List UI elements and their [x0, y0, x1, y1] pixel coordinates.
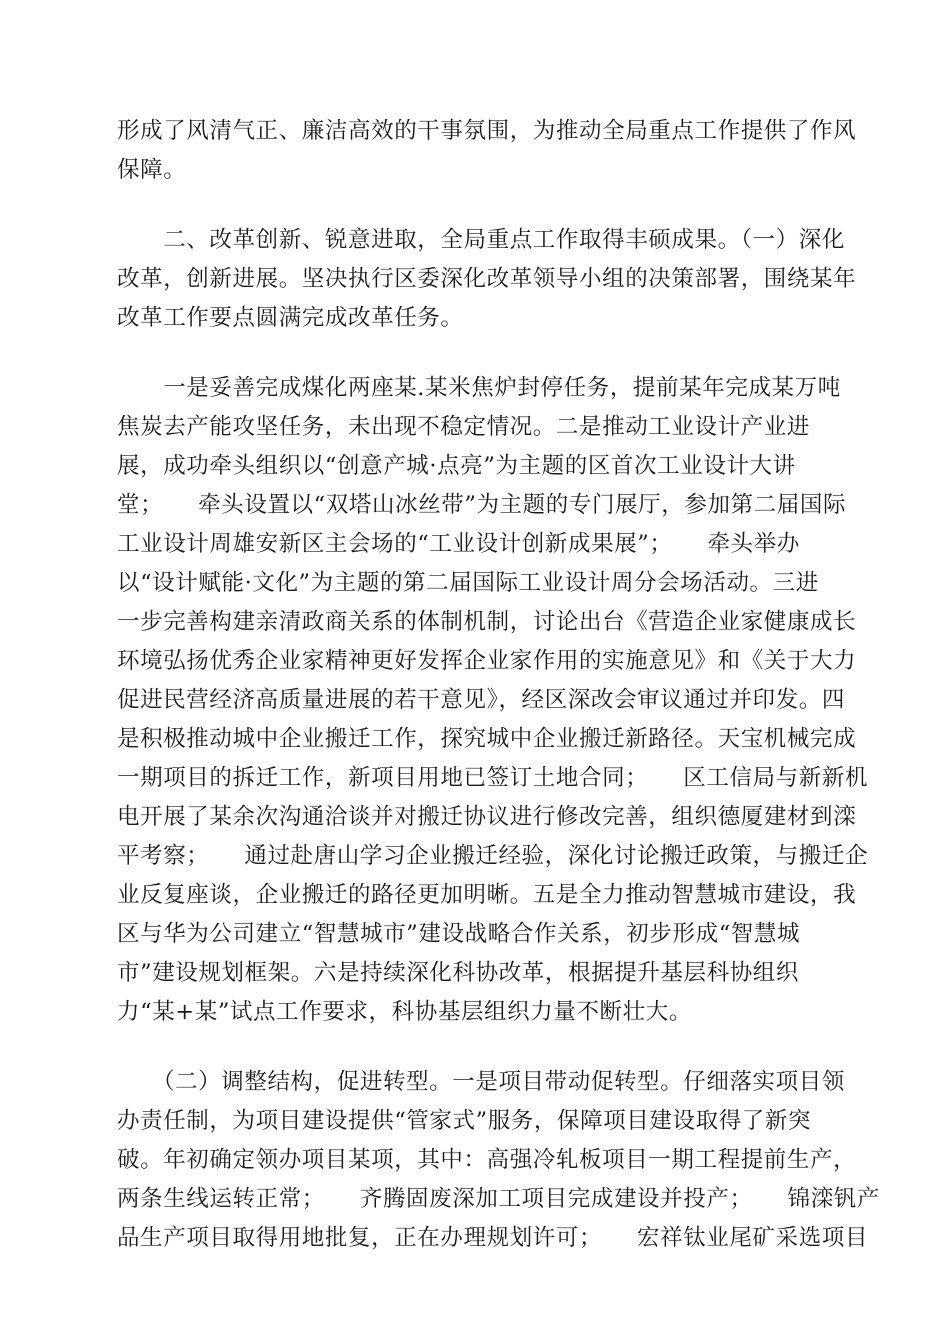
text-line: 是积极推动城中企业搬迁工作，探究城中企业搬迁新路径。天宝机械完成	[117, 726, 857, 752]
text-line: 办责任制，为项目建设提供“管家式”服务，保障项目建设取得了新突	[117, 1108, 812, 1134]
text-line: 品生产项目取得用地批复，正在办理规划许可； 宏祥钛业尾矿采选项目	[117, 1225, 869, 1251]
text-line: 焦炭去产能攻坚任务，未出现不稳定情况。二是推动工业设计产业进	[117, 414, 811, 440]
text-line: 保障。	[117, 157, 187, 183]
text-line: 电开展了某余次沟通洽谈并对搬迁协议进行修改完善，组织德厦建材到滦	[117, 804, 857, 830]
section-heading-line: 二、改革创新、锐意进取，全局重点工作取得丰硕成果。（一）深化	[117, 227, 845, 253]
text-line: 改革工作要点圆满完成改革任务。	[117, 305, 464, 331]
text-line: 力“某+某”试点工作要求，科协基层组织力量不断壮大。	[117, 999, 692, 1025]
text-line: 破。年初确定领办项目某项，其中：高强冷轧板项目一期工程提前生产，	[117, 1147, 857, 1173]
text-line: 展，成功牵头组织以“创意产城·点亮”为主题的区首次工业设计大讲	[117, 453, 796, 479]
text-line: 市”建设规划框架。六是持续深化科协改革，根据提升基层科协组织	[117, 960, 800, 986]
text-line: 促进民营经济高质量进展的若干意见》，经区深改会审议通过并印发。四	[117, 687, 845, 713]
text-line: 一是妥善完成煤化两座某.某米焦炉封停任务，提前某年完成某万吨	[117, 375, 841, 401]
text-line: 两条生线运转正常； 齐腾固废深加工项目完成建设并投产； 锦滦钒产	[117, 1186, 880, 1212]
text-line: 一期项目的拆迁工作，新项目用地已签订土地合同； 区工信局与新新机	[117, 765, 869, 791]
text-line: 业反复座谈，企业搬迁的路径更加明晰。五是全力推动智慧城市建设，我	[117, 882, 857, 908]
text-line: 环境弘扬优秀企业家精神更好发挥企业家作用的实施意见》和《关于大力	[117, 648, 857, 674]
text-line: 以“设计赋能·文化”为主题的第二届国际工业设计周分会场活动。三进	[117, 570, 819, 596]
text-line: 工业设计周雄安新区主会场的“工业设计创新成果展”； 牵头举办	[117, 531, 800, 557]
text-line: 一步完善构建亲清政商关系的体制机制，讨论出台《营造企业家健康成长	[117, 609, 857, 635]
text-line: 平考察； 通过赴唐山学习企业搬迁经验，深化讨论搬迁政策，与搬迁企	[117, 843, 869, 869]
text-line: 改革，创新进展。坚决执行区委深化改革领导小组的决策部署，围绕某年	[117, 266, 857, 292]
text-line: 区与华为公司建立“智慧城市”建设战略合作关系，初步形成“智慧城	[117, 921, 801, 947]
text-line: （二）调整结构，促进转型。一是项目带动促转型。仔细落实项目领	[117, 1069, 845, 1095]
text-line: 堂； 牵头设置以“双塔山冰丝带”为主题的专门展厅，参加第二届国际	[117, 492, 847, 518]
text-line: 形成了风清气正、廉洁高效的干事氛围，为推动全局重点工作提供了作风	[117, 118, 857, 144]
